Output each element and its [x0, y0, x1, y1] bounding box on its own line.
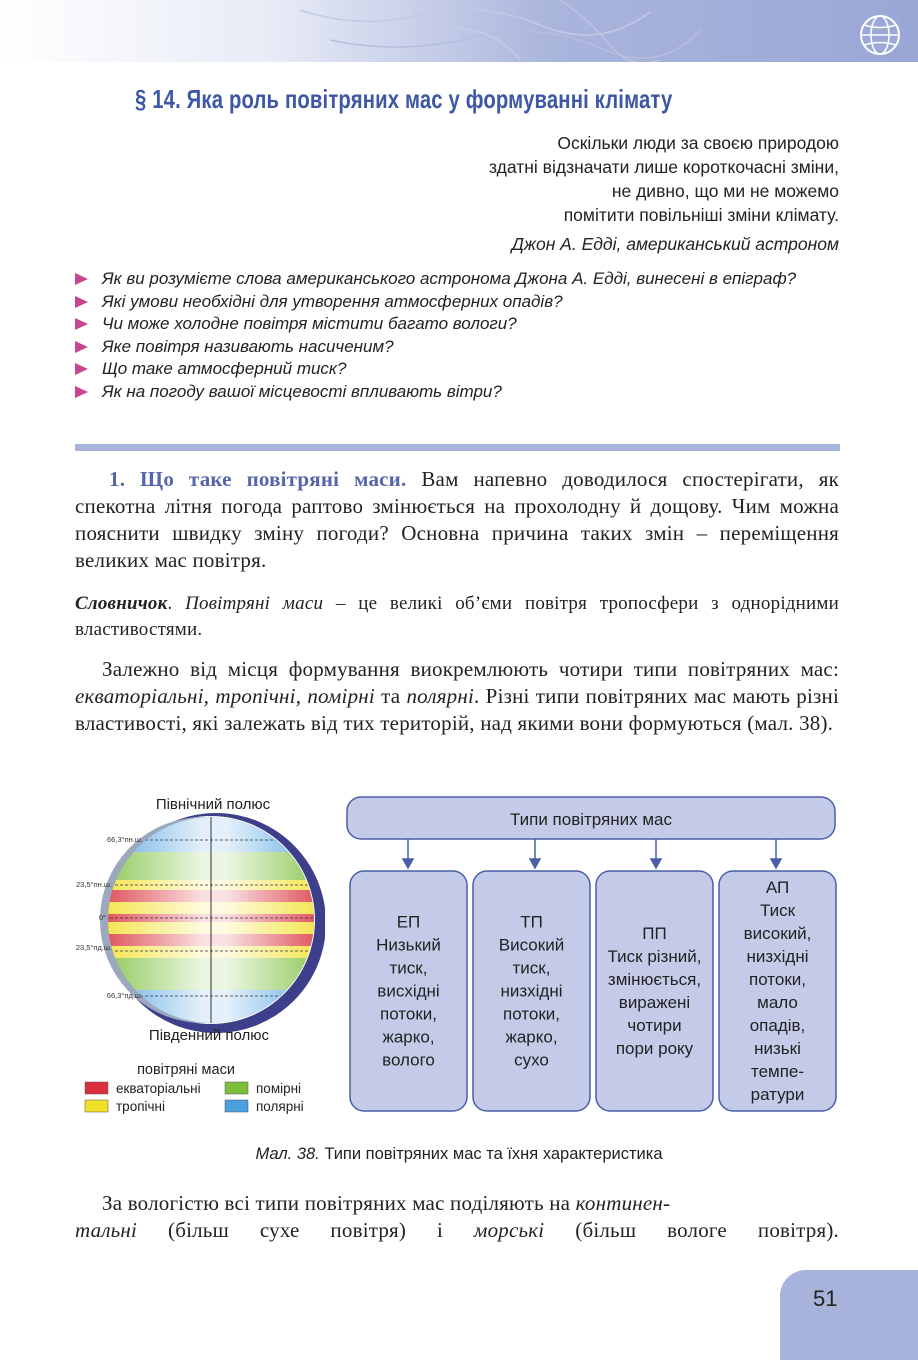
- air-mass-characteristic: високий,: [743, 924, 812, 943]
- legend-label: екваторіальні: [116, 1081, 201, 1096]
- italic-term: морські: [474, 1218, 545, 1242]
- warmup-questions: [75, 268, 840, 404]
- bullet-triangle-icon: [75, 296, 88, 308]
- air-mass-characteristic: чотири: [627, 1016, 682, 1035]
- bullet-triangle-icon: [75, 273, 88, 285]
- paragraph-air-masses: [75, 466, 839, 574]
- air-mass-characteristic: Тиск різний,: [607, 947, 702, 966]
- air-mass-characteristic: жарко,: [382, 1027, 435, 1047]
- latitude-label: 0°: [98, 913, 106, 922]
- air-mass-characteristic: низхідні: [746, 947, 809, 966]
- text-span: . Різні типи повітряних мас мають різні властивості, які залежать від тих територій, над якими вони формуються (мал. 38).: [75, 684, 839, 735]
- north-pole-label: Північний полюс: [155, 796, 271, 813]
- divider: [75, 444, 840, 451]
- latitude-label: 66,3°пн.ш.: [107, 835, 143, 844]
- south-pole-label: Південний полюс: [148, 1027, 270, 1044]
- air-mass-characteristic: мало: [757, 993, 798, 1012]
- air-mass-characteristic: жарко,: [505, 1027, 558, 1047]
- air-mass-characteristic: змінюється,: [607, 970, 702, 989]
- bullet-triangle-icon: [75, 363, 88, 375]
- legend-swatch-tropical: [85, 1100, 108, 1112]
- glossary-definition: – це великі об’єми повітря тропосфери з однорідними властивостями.: [75, 593, 839, 640]
- globe-figure: [75, 790, 325, 1130]
- air-mass-characteristic: сухо: [514, 1050, 549, 1070]
- air-mass-code: ПП: [642, 924, 667, 943]
- air-mass-characteristic: тиск,: [389, 958, 428, 978]
- air-mass-characteristic: висхідні: [377, 981, 440, 1001]
- latitude-label: 23,5°пн.ш.: [76, 880, 112, 889]
- glossary-label: Словничок: [75, 593, 168, 614]
- air-mass-characteristic: потоки,: [380, 1004, 437, 1024]
- bullet-triangle-icon: [75, 318, 88, 330]
- legend-label: полярні: [256, 1099, 304, 1114]
- air-mass-characteristic: Високий: [498, 935, 565, 955]
- air-mass-characteristic: Тиск: [759, 901, 796, 920]
- globe-icon: [858, 13, 902, 57]
- latitude-label: 66,3°пд.ш.: [106, 991, 143, 1000]
- italic-term: континен-: [575, 1191, 671, 1215]
- map-background: [0, 0, 918, 62]
- question-text: Що таке атмосферний тиск?: [102, 359, 347, 379]
- italic-term: полярні: [406, 684, 475, 708]
- text-span: (більш вологе повітря).: [544, 1218, 840, 1242]
- text-span: (більш сухе повітря) і: [137, 1218, 474, 1242]
- air-mass-characteristic: ратури: [750, 1085, 805, 1104]
- paragraph-humidity: [75, 1190, 839, 1217]
- air-mass-characteristic: пори року: [615, 1039, 694, 1058]
- air-mass-code: ЕП: [396, 912, 421, 932]
- page-header-banner: [0, 0, 918, 62]
- air-mass-characteristic: Низький: [376, 935, 441, 955]
- subsection-heading: 1. Що таке повітряні маси.: [109, 467, 407, 491]
- legend-swatch-temperate: [225, 1082, 248, 1094]
- air-mass-characteristic: тиск,: [512, 958, 551, 978]
- paragraph-humidity-continued: [75, 1217, 839, 1244]
- air-mass-box: [596, 871, 713, 1111]
- air-mass-characteristic: темпе-: [750, 1062, 805, 1081]
- section-title: § 14. Яка роль повітряних мас у формуванні клімату: [135, 84, 673, 114]
- italic-term: екваторіальні, тропічні, помірні: [75, 684, 375, 708]
- question-item: [75, 358, 840, 381]
- bullet-triangle-icon: [75, 341, 88, 353]
- legend-label: тропічні: [116, 1099, 165, 1114]
- caption-number: Мал. 38.: [255, 1145, 320, 1163]
- question-item: [75, 381, 840, 404]
- question-item: [75, 291, 840, 314]
- air-mass-characteristic: потоки,: [503, 1004, 560, 1024]
- air-mass-characteristic: низхідні: [500, 981, 563, 1001]
- bullet-triangle-icon: [75, 386, 88, 398]
- text-span: За вологістю всі типи повітряних мас поділяють на: [102, 1191, 576, 1215]
- paragraph-types: [75, 656, 839, 737]
- italic-term: тальні: [75, 1218, 138, 1242]
- question-text: Які умови необхідні для утворення атмосферних опадів?: [102, 291, 563, 311]
- question-item: [75, 268, 840, 291]
- epigraph: [319, 131, 839, 256]
- epigraph-author: Джон А. Едді, американський астроном: [511, 234, 839, 254]
- epigraph-line: помітити повільніші зміни клімату.: [563, 205, 839, 225]
- question-text: Яке повітря називають насиченим?: [102, 336, 394, 356]
- figure-caption: [0, 1145, 918, 1164]
- epigraph-line: Оскільки люди за своєю природою: [557, 133, 839, 153]
- question-item: [75, 336, 840, 359]
- legend-swatch-equatorial: [85, 1082, 108, 1094]
- air-mass-characteristic: волого: [382, 1050, 435, 1070]
- glossary: [75, 591, 839, 643]
- legend-swatch-polar: [225, 1100, 248, 1112]
- air-mass-characteristic: виражені: [618, 993, 691, 1012]
- question-item: [75, 313, 840, 336]
- question-text: Чи може холодне повітря містити багато вологи?: [102, 314, 517, 334]
- diagram-title: Типи повітряних мас: [509, 810, 673, 829]
- page-number-tab: [780, 1270, 918, 1360]
- air-mass-characteristic: низькі: [754, 1039, 801, 1058]
- glossary-term: Повітряні маси: [185, 593, 324, 614]
- caption-text: Типи повітряних мас та їхня характеристика: [319, 1145, 663, 1163]
- glossary-sep: .: [167, 593, 186, 614]
- air-mass-characteristic: потоки,: [749, 970, 806, 989]
- air-mass-code: ТП: [520, 912, 543, 932]
- page-number: 51: [813, 1286, 838, 1311]
- epigraph-line: не дивно, що ми не можемо: [611, 181, 839, 201]
- epigraph-line: здатні відзначати лише короткочасні зміни,: [489, 157, 839, 177]
- text-span: та: [374, 684, 407, 708]
- air-mass-types-diagram: [345, 795, 840, 1117]
- latitude-label: 23,5°пд.ш.: [75, 943, 112, 952]
- paragraph-text: Вам напевно доводилося спостерігати, як спекотна літня погода раптово змінюється на прохолодну й дощову. Чим можна пояснити швидку зміну погоди? Основна причина таких змін – переміщення великих мас повітря.: [75, 467, 839, 572]
- air-mass-characteristic: опадів,: [749, 1016, 806, 1035]
- question-text: Як на погоду вашої місцевості впливають вітри?: [102, 381, 502, 401]
- legend-title: повітряні маси: [137, 1062, 235, 1078]
- legend-label: помірні: [256, 1081, 302, 1096]
- text-span: Залежно від місця формування виокремлюють чотири типи повітряних мас:: [102, 657, 839, 681]
- question-text: Як ви розумієте слова американського астронома Джона А. Едді, винесені в епіграф?: [102, 269, 797, 288]
- air-mass-code: АП: [765, 878, 790, 897]
